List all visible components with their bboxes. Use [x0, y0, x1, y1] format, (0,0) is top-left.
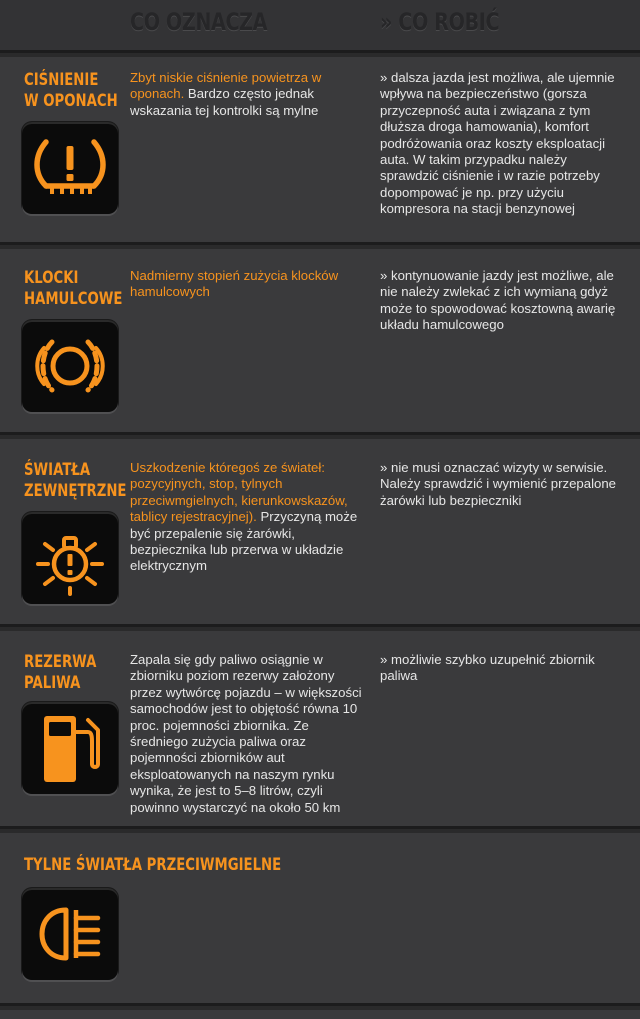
row-action: » nie musi oznaczać wizyty w serwisie. Należy sprawdzić i wymienić przepalone żarówki lub bezpieczniki [380, 460, 617, 508]
header-meaning: CO OZNACZA [130, 8, 268, 36]
row-title: ŚWIATŁA ZEWNĘTRZNE [24, 460, 127, 501]
divider [0, 624, 640, 631]
row-title: REZERWA PALIWA [24, 652, 97, 693]
divider [0, 50, 640, 57]
divider [0, 432, 640, 439]
divider [0, 826, 640, 833]
row-meaning: Zbyt niskie ciśnienie powietrza w oponach. Bardzo często jednak wskazania tej kontrolki są mylne [130, 70, 322, 118]
row-action: » możliwie szybko uzupełnić zbiornik paliwa [380, 652, 595, 684]
rear-fog-light-icon [22, 888, 118, 980]
table-header [0, 0, 640, 50]
row-meaning: Nadmierny stopień zużycia klocków hamulcowych [130, 268, 339, 300]
row-title: TYLNE ŚWIATŁA PRZECIWMGIELNE [24, 855, 282, 875]
row-action: » dalsza jazda jest możliwa, ale ujemnie wpływa na bezpieczeństwo (gorsza przyczepność auta i związana z tym dłuższa droga hamowania), komfort podróżowania oraz koszty eksploatacji auta. W takim przypadku należy sprawdzić ciśnienie i w razie potrzeby dopompować je np. przy użyciu kompresora na stacji benzynowej [380, 70, 615, 217]
row-meaning: Zapala się gdy paliwo osiągnie w zbiorniku poziom rezerwy założony przez wytwórcę pojazdu – w większości samochodów jest to objętość równa 10 proc. pojemności zbiornika. Ze średniego zużycia paliwa oraz pojemności zbiorników aut eksploatowanych na naszym rynku wynika, że jest to 5–8 litrów, czyli powinno wystarczyć na około 50 km [130, 652, 362, 815]
divider [0, 1003, 640, 1010]
tire-pressure-icon [22, 122, 118, 214]
divider [0, 242, 640, 249]
fuel-pump-icon [22, 702, 118, 794]
row-title: KLOCKI HAMULCOWE [24, 268, 123, 309]
row-action: » kontynuowanie jazdy jest możliwe, ale nie należy zwlekać z ich wymianą gdyż może to spowodować kosztowną awarię układu hamulcowego [380, 268, 616, 333]
row-title: CIŚNIENIE W OPONACH [24, 70, 118, 111]
header-action: » CO ROBIĆ [380, 8, 500, 36]
brake-pads-icon [22, 320, 118, 412]
exterior-light-icon [22, 512, 118, 604]
row-meaning: Uszkodzenie któregoś ze świateł: pozycyjnych, stop, tylnych przeciwmgielnych, kierunkowskazów, tablicy rejestracyjnej). Przyczyną może być przepalenie się żarówki, bezpiecznika lub przerwa w układzie elektrycznym [130, 460, 358, 574]
